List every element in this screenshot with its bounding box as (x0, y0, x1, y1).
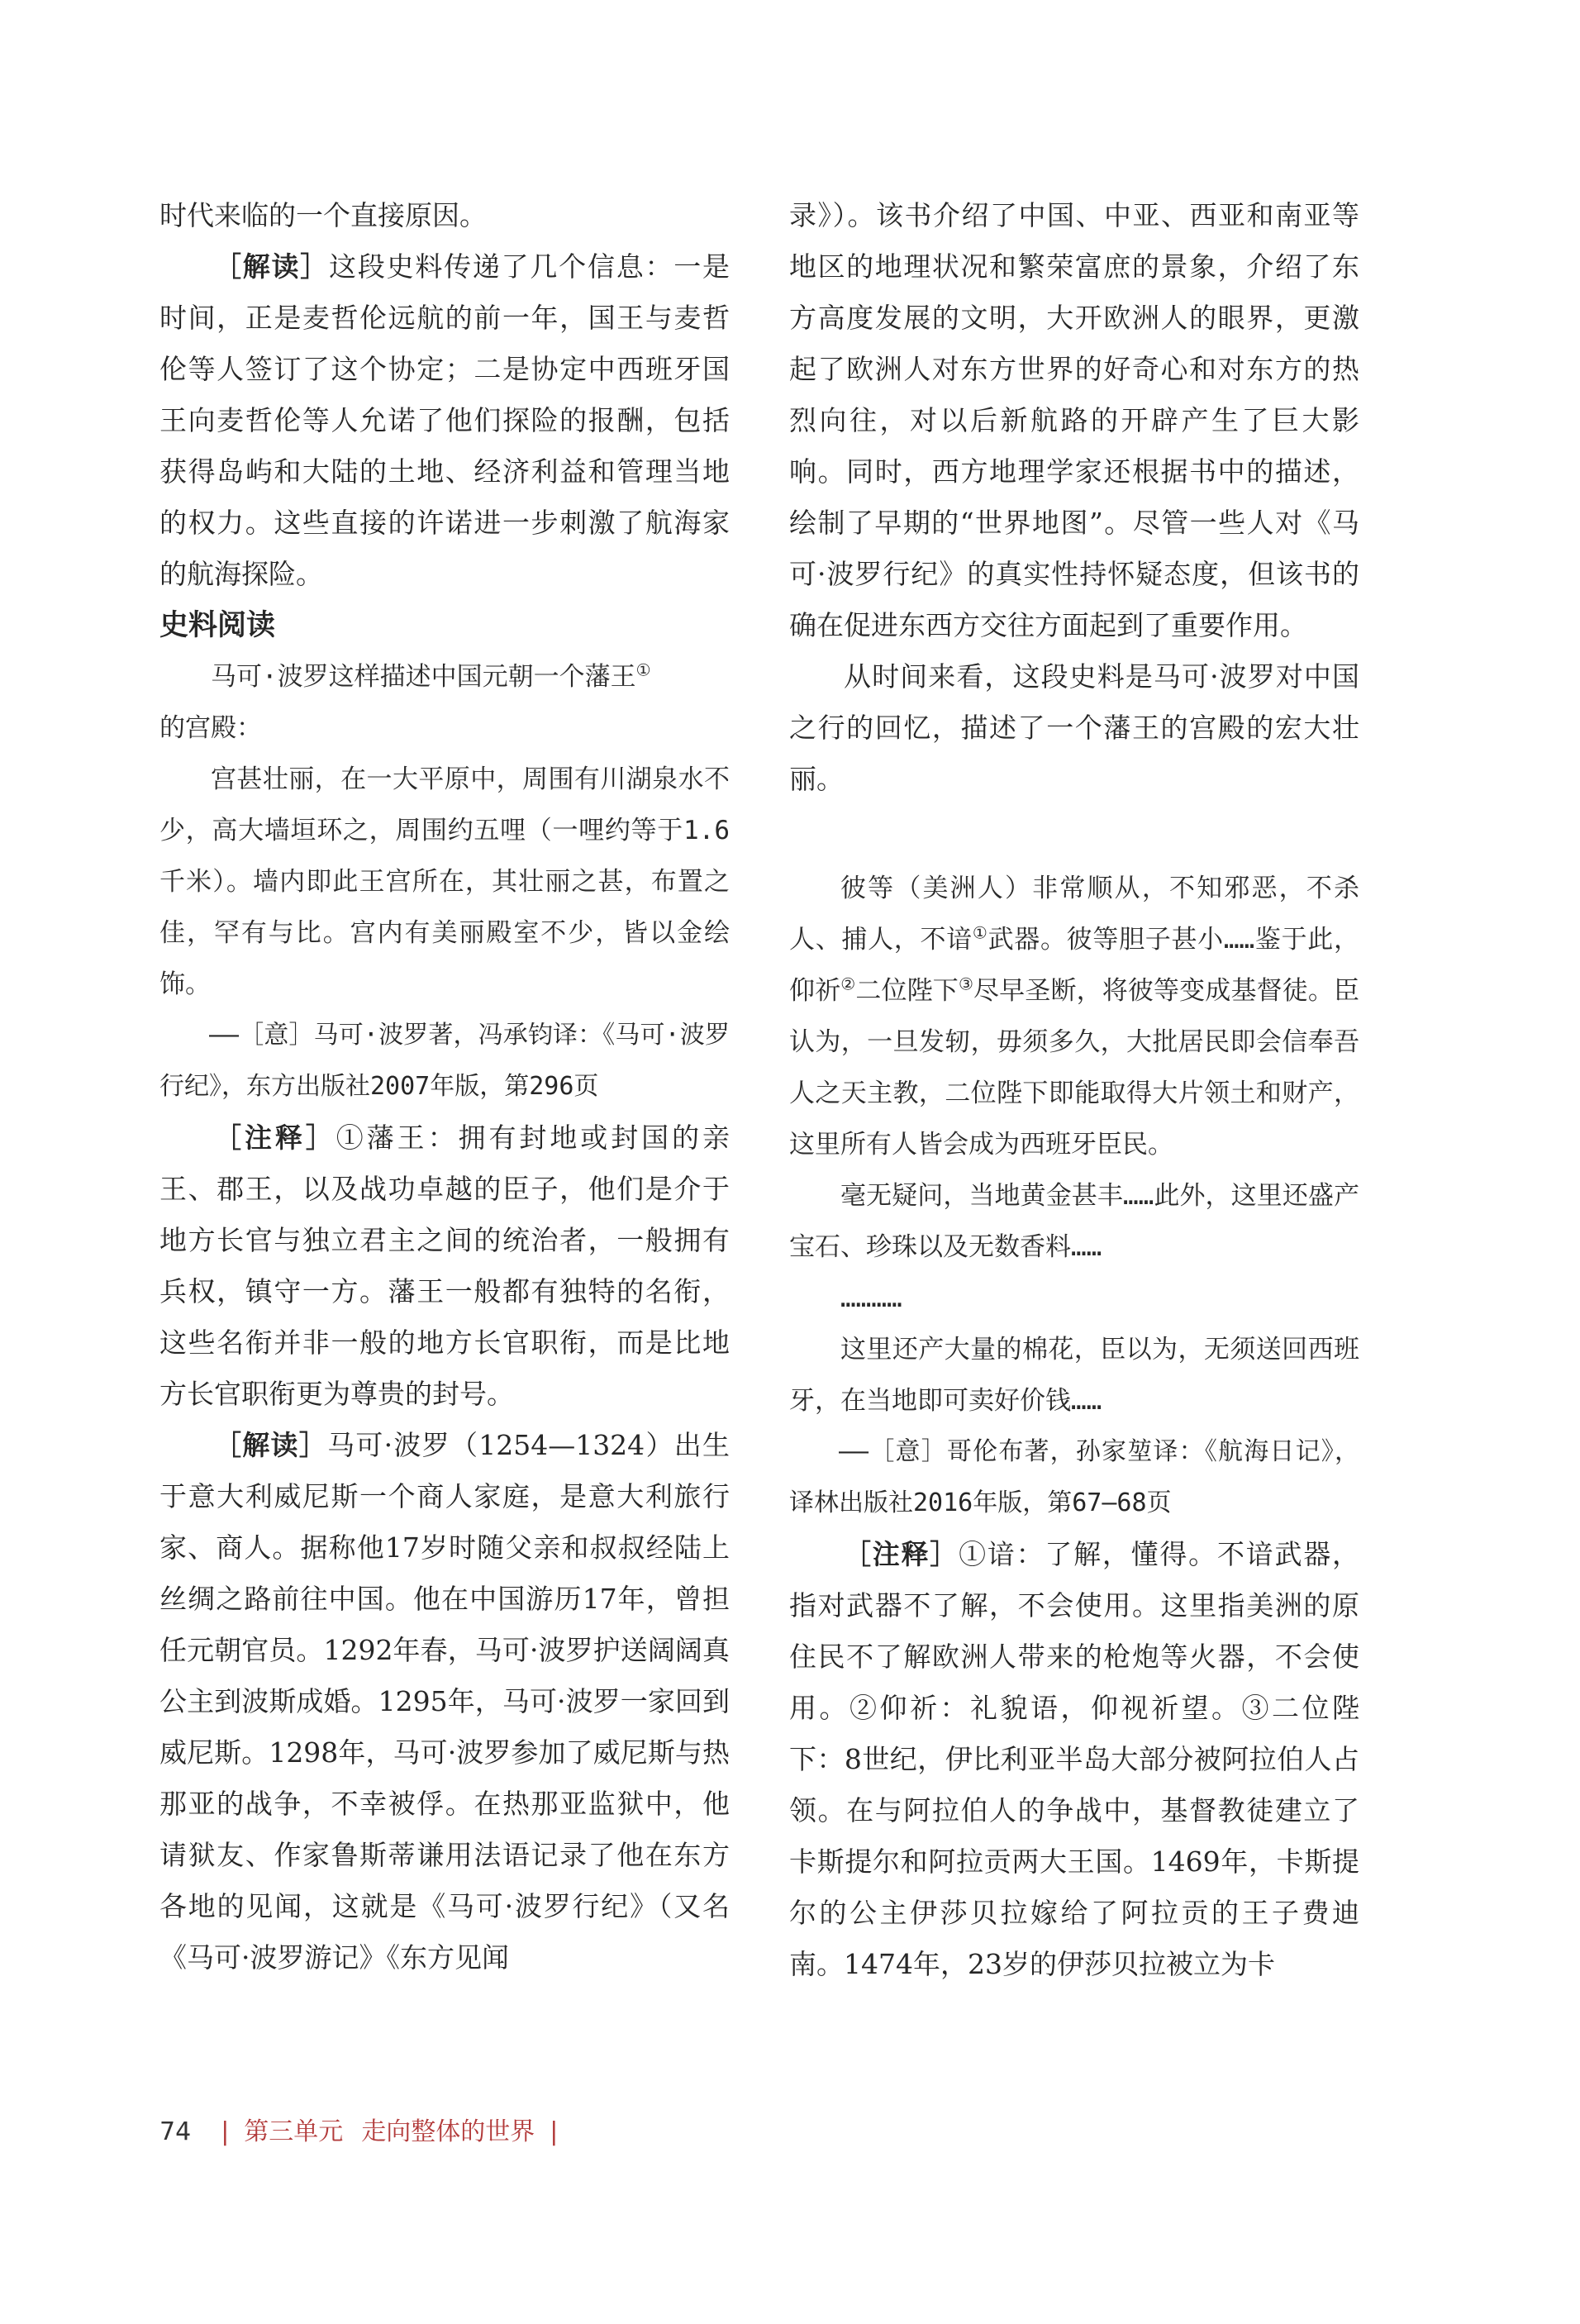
footnote-ref-3: ③ (958, 974, 974, 994)
quote-columbus-2: 毫无疑问，当地黄金甚丰……此外，这里还盛产宝石、珍珠以及无数香料…… (789, 1181, 1359, 1262)
source-intro (159, 651, 730, 754)
interpretation-text-2: 马可·波罗（1254—1324）出生于意大利威尼斯一个商人家庭，是意大利旅行家、商人。据称他17岁时随父亲和叔叔经陆上丝绸之路前往中国。他在中国游历17年，曾担任元朝官员。1292年春，马可·波罗护送阔阔真公主到波斯成婚。1295年，马可·波罗一家回到威尼斯。1298年，马可·波罗参加了威尼斯与热那亚的战争，不幸被俘。在热那亚监狱中，他请狱友、作家鲁斯蒂谦用法语记录了他在东方各地的见闻，这就是《马可·波罗行纪》（又名《马可·波罗游记》《东方见闻 (159, 1429, 730, 1974)
quote-text: 彼等（美洲人）非常顺从，不知邪恶，不杀人、捕人，不谙 (789, 874, 1359, 955)
quote-source: ——［意］马可·波罗著，冯承钧译：《马可·波罗行纪》，东方出版社2007年版，第296页 (159, 1021, 730, 1101)
footnote-ref: ① (635, 660, 651, 680)
quote-text: 武器。彼等胆子甚小……鉴于此，仰祈 (789, 925, 1360, 1006)
interpretation-tag-2: ［解读］ (214, 1429, 328, 1461)
paragraph-cause: 时代来临的一个直接原因。 (159, 199, 487, 231)
paragraph-interpretation-2 (159, 1420, 730, 1983)
annotation-text: ①藩王：拥有封地或封国的亲王、郡王，以及战功卓越的臣子，他们是介于地方长官与独立君主之间的统治者，一般拥有兵权，镇守一方。藩王一般都有独特的名衔，这些名衔并非一般的地方长官职衔，而是比地方长官职衔更为尊贵的封号。 (159, 1122, 730, 1410)
interpretation-text: 这段史料传递了几个信息：一是时间，正是麦哲伦远航的前一年，国王与麦哲伦等人签订了这个协定；二是协定中西班牙国王向麦哲伦等人允诺了他们探险的报酬，包括获得岛屿和大陆的土地、经济利益和管理当地的权力。这些直接的许诺进一步刺激了航海家的航海探险。 (159, 250, 731, 590)
quote-text: 二位陛下 (855, 976, 959, 1006)
paragraph-book-intro: 录》）。该书介绍了中国、中亚、西亚和南亚等地区的地理状况和繁荣富庶的景象，介绍了东方高度发展的文明，大开欧洲人的眼界，更激起了欧洲人对东方世界的好奇心和对东方的热烈向往，对以后新航路的开辟产生了巨大影响。同时，西方地理学家还根据书中的描述，绘制了早期的“世界地图”。尽管一些人对《马可·波罗行纪》的真实性持怀疑态度，但该书的确在促进东西方交往方面起到了重要作用。 (789, 199, 1359, 641)
paragraph-annotation (159, 1112, 730, 1420)
quote-palace: 宫甚壮丽，在一大平原中，周围有川湖泉水不少，高大墙垣环之，周围约五哩（一哩约等于1.6千米）。墙内即此王宫所在，其壮丽之甚，布置之佳，罕有与比。宫内有美丽殿室不少，皆以金绘饰。 (159, 764, 730, 999)
annotation-text-2: ①谙：了解，懂得。不谙武器，指对武器不了解，不会使用。这里指美洲的原住民不了解欧洲人带来的枪炮等火器，不会使用。②仰祈：礼貌语，仰视祈望。③二位陛下：8世纪，伊比利亚半岛大部分被阿拉伯人占领。在与阿拉伯人的争战中，基督教徒建立了卡斯提尔和阿拉贡两大王国。1469年，卡斯提尔的公主伊莎贝拉嫁给了阿拉贡的王子费迪南。1474年，23岁的伊莎贝拉被立为卡 (789, 1538, 1360, 1980)
quote-source-2: ——［意］哥伦布著，孙家堃译：《航海日记》，译林出版社2016年版，第67—68页 (789, 1437, 1359, 1517)
page-number: 74 (159, 2117, 192, 2146)
footnote-ref-2: ② (840, 974, 856, 994)
page-footer (159, 2116, 558, 2149)
paragraph-annotation-2 (789, 1529, 1359, 1990)
footer-divider: | (221, 2117, 230, 2146)
paragraph-time: 从时间来看，这段史料是马可·波罗对中国之行的回忆，描述了一个藩王的宫殿的宏大壮丽。 (789, 660, 1359, 795)
source-intro-text-2: 的宫殿： (159, 713, 262, 743)
spacer (789, 805, 1359, 863)
left-column (159, 190, 730, 1983)
annotation-tag: ［注释］ (214, 1122, 336, 1154)
footer-divider-2: | (550, 2117, 559, 2146)
quote-text: 尽早圣断，将彼等变成基督徒。臣认为，一旦发轫，毋须多久，大批居民即会信奉吾人之天主教，二位陛下即能取得大片领土和财产，这里所有人皆会成为西班牙臣民。 (789, 976, 1360, 1160)
quote-columbus-1 (789, 863, 1359, 1170)
unit-title: 走向整体的世界 (361, 2117, 535, 2146)
quote-columbus-3: 这里还产大量的棉花，臣以为，无须送回西班牙，在当地即可卖好价钱…… (789, 1335, 1359, 1416)
annotation-tag-2: ［注释］ (844, 1538, 959, 1570)
section-heading: 史料阅读 (159, 609, 276, 642)
source-intro-text: 马可·波罗这样描述中国元朝一个藩王 (211, 662, 636, 692)
interpretation-tag: ［解读］ (214, 250, 330, 283)
right-column (789, 190, 1359, 1990)
footnote-ref-1: ① (972, 922, 988, 943)
paragraph-interpretation-1 (159, 241, 730, 600)
unit-label: 第三单元 (244, 2117, 344, 2146)
quote-ellipsis: ………… (840, 1283, 902, 1313)
